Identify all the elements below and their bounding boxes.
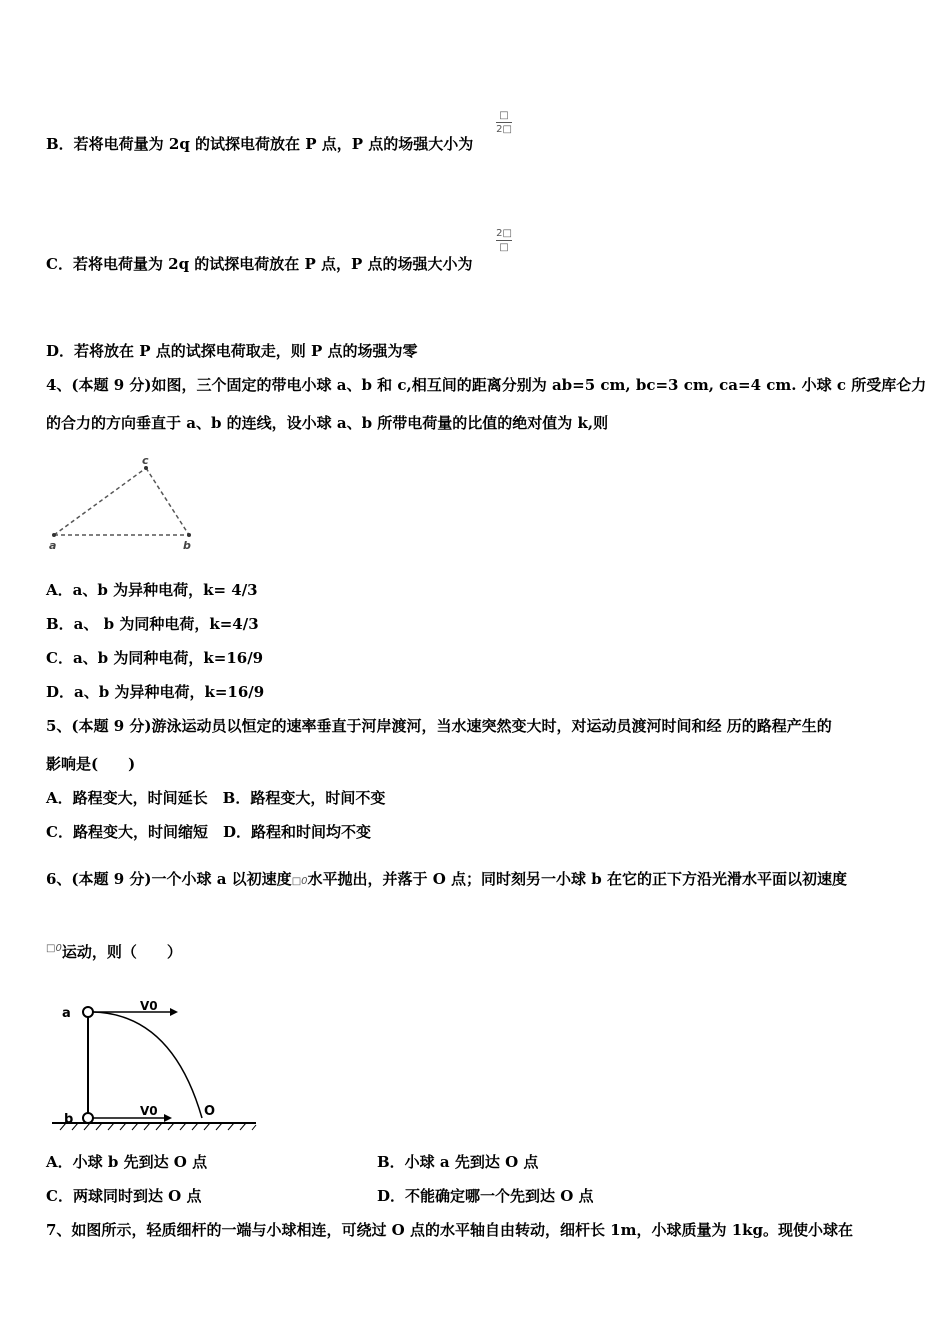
label-point-o: O [204,1104,216,1119]
arrowhead-bottom [164,1114,172,1122]
q5-stem-line1: 5、(本题 9 分)游泳运动员以恒定的速率垂直于河岸渡河，当水速突然变大时，对运动员渡河时间和经 历的路程产生的 [46,717,832,735]
label-a: a [49,539,57,552]
v0-symbol [292,876,308,887]
q6-option-c: C．两球同时到达 O 点 [46,1187,202,1205]
q6-stem-part2: 水平抛出，并落于 O 点；同时刻另一小球 b 在它的正下方沿光滑水平面以初速度 [307,870,847,888]
q3-option-c-fraction [496,228,512,253]
q4-option-d: D．a、b 为异种电荷，k=16/9 [46,683,265,701]
trajectory-curve [93,1012,202,1118]
q6-stem-line1 [46,869,847,892]
v0-subscript: 0 [301,876,308,887]
q6-stem-part3: 运动，则（ ） [61,943,182,961]
q4-option-c: C．a、b 为同种电荷，k=16/9 [46,649,264,667]
fraction-denominator: □ [499,242,509,253]
fraction-numerator: 2□ [496,228,512,239]
q4-triangle-figure [44,452,204,552]
q6-option-d: D．不能确定哪一个先到达 O 点 [377,1187,594,1205]
q6-option-b: B．小球 a 先到达 O 点 [377,1153,539,1171]
ball-b [83,1113,93,1123]
q6-stem-line2 [46,942,182,965]
q4-stem-line2: 的合力的方向垂直于 a、b 的连线，设小球 a、b 所带电荷量的比值的绝对值为 k,则 [46,414,609,432]
v0-mark: □ [291,876,302,887]
ground-hatching [60,1123,256,1130]
ball-a [83,1007,93,1017]
point-b [187,533,191,537]
q6-stem-part1: 6、(本题 9 分)一个小球 a 以初速度 [46,870,292,888]
q6-projectile-figure [52,992,258,1132]
q5-options-ab: A．路程变大，时间延长 B．路程变大，时间不变 [46,789,386,807]
q3-option-b: B．若将电荷量为 2q 的试探电荷放在 P 点，P 点的场强大小为 [46,135,474,153]
label-c: c [142,454,149,467]
q3-option-c: C．若将电荷量为 2q 的试探电荷放在 P 点，P 点的场强大小为 [46,255,473,273]
side-ac [54,468,146,535]
q6-option-a: A．小球 b 先到达 O 点 [46,1153,208,1171]
fraction-denominator: 2□ [496,124,512,135]
fraction-numerator: □ [499,110,509,121]
side-bc [146,468,189,535]
v0-mark-2: □ [46,943,56,954]
q7-stem-line1: 7、如图所示，轻质细杆的一端与小球相连，可绕过 O 点的水平轴自由转动，细杆长 1m，小球质量为 1kg。现使小球在 [46,1221,854,1239]
v0-symbol-2 [46,943,62,954]
q4-option-b: B．a、 b 为同种电荷，k=4/3 [46,615,259,633]
q3-option-b-fraction [496,110,512,135]
fraction-bar [496,122,512,123]
q5-stem-line2: 影响是( ) [46,755,136,773]
point-a [52,533,56,537]
q4-stem-line1: 4、(本题 9 分)如图，三个固定的带电小球 a、b 和 c,相互间的距离分别为 ab=5 cm, bc=3 cm, ca=4 cm. 小球 c 所受库仑力 [46,376,927,394]
q4-option-a: A．a、b 为异种电荷，k= 4/3 [46,581,258,599]
label-b: b [183,539,191,552]
q5-options-cd: C．路程变大，时间缩短 D．路程和时间均不变 [46,823,371,841]
label-ball-b: b [64,1112,74,1127]
arrowhead-top [170,1008,178,1016]
q3-option-d: D．若将放在 P 点的试探电荷取走，则 P 点的场强为零 [46,342,418,360]
label-v0-top: V0 [140,999,158,1013]
v0-subscript-2: 0 [55,943,62,954]
label-v0-bottom: V0 [140,1104,158,1118]
fraction-bar [496,240,512,241]
label-ball-a: a [62,1006,71,1021]
